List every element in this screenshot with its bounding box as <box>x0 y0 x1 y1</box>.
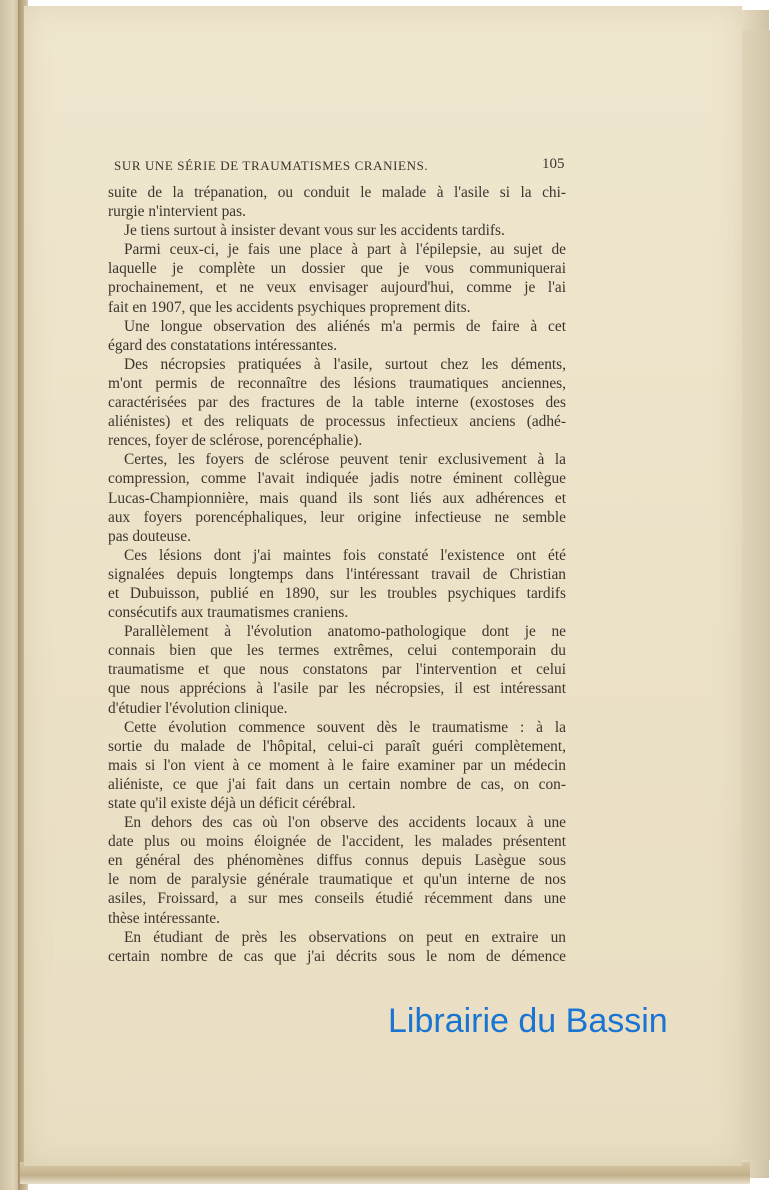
running-head: SUR UNE SÉRIE DE TRAUMATISMES CRANIENS. <box>114 158 429 173</box>
text-line: Des nécropsies pratiquées à l'asile, surtout chez les déments, <box>124 355 566 373</box>
text-line: aliéniste, ce que j'ai fait dans un certain nombre de cas, on con- <box>108 775 566 793</box>
text-line: Certes, les foyers de sclérose peuvent tenir exclusivement à la <box>124 451 566 469</box>
text-line: m'ont permis de reconnaître des lésions traumatiques anciennes, <box>108 374 566 392</box>
text-line: connais bien que les termes extrêmes, celui contemporain du <box>108 642 566 660</box>
text-line: consécutifs aux traumatismes craniens. <box>108 604 349 622</box>
text-line: rurgie n'intervient pas. <box>108 203 246 221</box>
text-line: d'étudier l'évolution clinique. <box>108 699 288 717</box>
text-line: prochainement, et ne veux envisager aujourd'hui, comme je l'ai <box>108 279 566 297</box>
text-line: laquelle je complète un dossier que je vous communiquerai <box>108 260 566 278</box>
text-line: Une longue observation des aliénés m'a permis de faire à cet <box>124 317 566 335</box>
text-line: En étudiant de près les observations on peut en extraire un <box>124 928 566 946</box>
text-line: En dehors des cas où l'on observe des accidents locaux à une <box>124 814 566 832</box>
text-line: caractérisées par des fractures de la table interne (exostoses des <box>108 394 566 412</box>
text-line: et Dubuisson, publié en 1890, sur les troubles psychiques tardifs <box>108 584 566 602</box>
text-line: date plus ou moins éloignée de l'accident, les malades présentent <box>108 833 566 851</box>
text-line: Je tiens surtout à insister devant vous sur les accidents tardifs. <box>124 222 505 240</box>
text-line: suite de la trépanation, ou conduit le malade à l'asile si la chi- <box>108 184 566 201</box>
text-line: certain nombre de cas que j'ai décrits sous le nom de démence <box>108 947 566 965</box>
text-line: Lucas-Championnière, mais quand ils sont liés aux adhérences et <box>108 489 566 507</box>
text-line: asiles, Froissard, a sur mes conseils étudié récemment dans une <box>108 890 566 908</box>
text-line: traumatisme et que nous constatons par l'intervention et celui <box>108 661 566 679</box>
text-line: Parmi ceux-ci, je fais une place à part à l'épilepsie, au sujet de <box>124 241 566 259</box>
text-line: égard des constatations intéressantes. <box>108 336 338 354</box>
text-line: thèse intéressante. <box>108 909 220 927</box>
text-line: mais si l'on vient à ce moment à le faire examiner par un médecin <box>108 756 566 774</box>
text-line: state qu'il existe déjà un déficit cérébral. <box>108 795 356 812</box>
text-line: sortie du malade de l'hôpital, celui-ci paraît guéri complètement, <box>108 737 566 755</box>
text-line: aux foyers porencéphaliques, leur origine infectieuse ne semble <box>108 508 566 526</box>
text-line: rences, foyer de sclérose, porencéphalie). <box>108 432 363 450</box>
watermark-text: Librairie du Bassin <box>388 1002 668 1040</box>
text-line: Parallèlement à l'évolution anatomo-pathologique dont je ne <box>124 623 566 641</box>
text-line: que nous apprécions à l'asile par les nécropsies, il est intéressant <box>108 680 566 698</box>
text-line: Ces lésions dont j'ai maintes fois constaté l'existence ont été <box>124 546 566 564</box>
page-number: 105 <box>542 156 565 172</box>
text-line: pas douteuse. <box>108 527 191 545</box>
text-line: le nom de paralysie générale traumatique et qu'un interne de nos <box>108 871 566 889</box>
text-line: fait en 1907, que les accidents psychiques proprement dits. <box>108 298 471 316</box>
body-text <box>108 183 566 966</box>
text-line: signalées depuis longtemps dans l'intéressant travail de Christian <box>108 565 566 583</box>
printed-page <box>24 6 742 1166</box>
text-line: en général des phénomènes diffus connus depuis Lasègue sous <box>108 852 566 870</box>
text-line: Cette évolution commence souvent dès le traumatisme : à la <box>124 718 566 736</box>
text-line: compression, comme l'avait indiquée jadis notre éminent collègue <box>108 470 566 488</box>
text-line: aliénistes) et des reliquats de processus infectieux anciens (adhé- <box>108 413 566 431</box>
